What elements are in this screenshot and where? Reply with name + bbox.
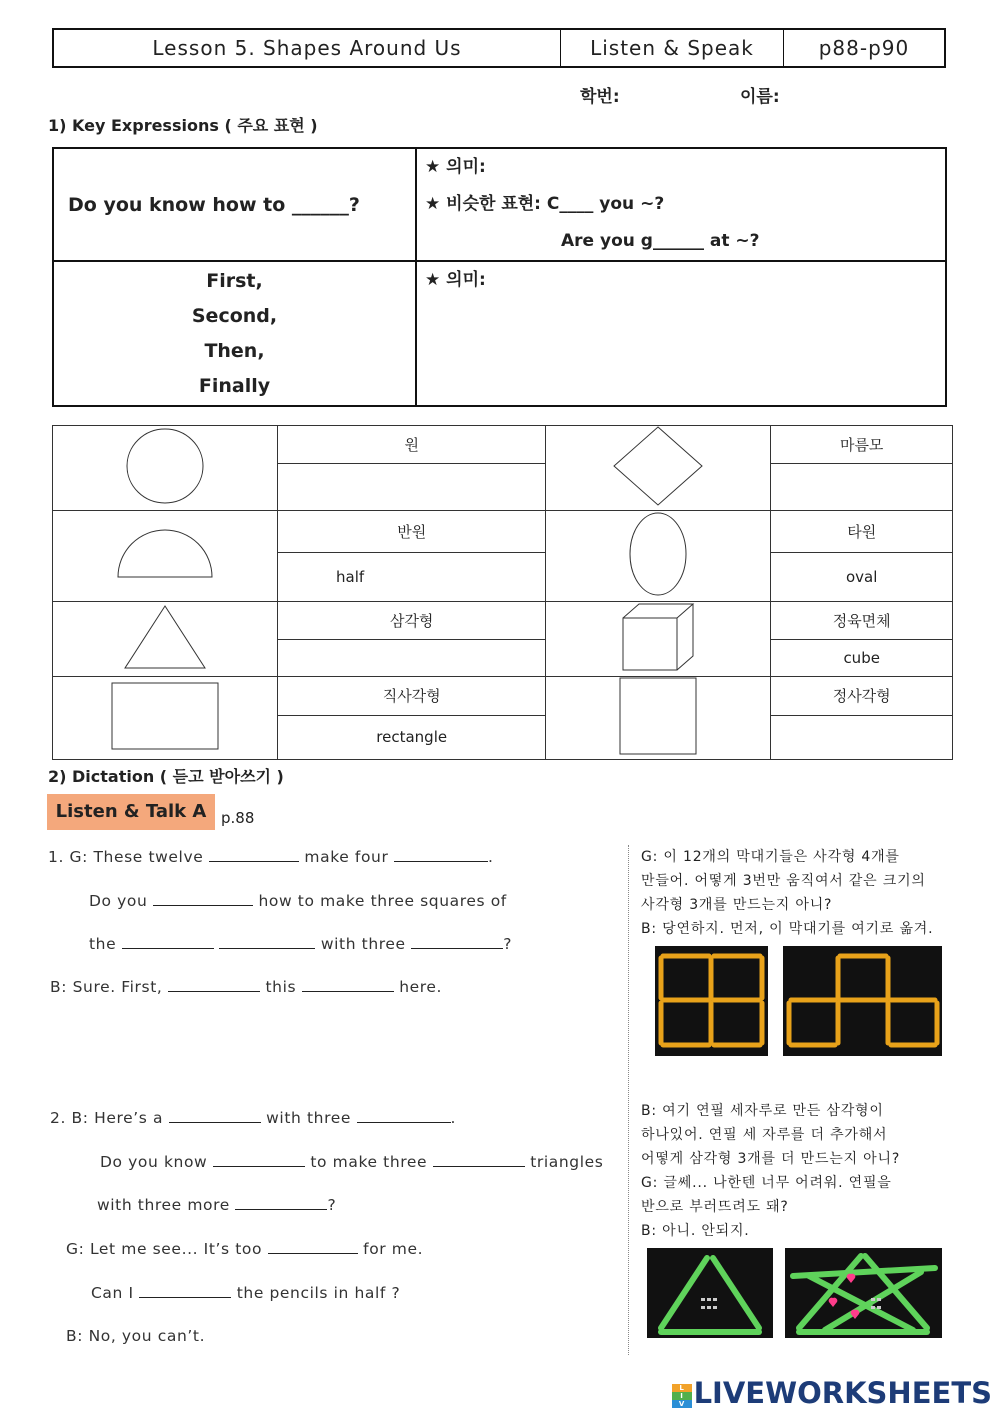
blank-1-4[interactable] — [122, 948, 214, 949]
answer-circle[interactable] — [278, 463, 546, 510]
shape-ko-square: 정사각형 — [771, 677, 953, 716]
lesson-title: Lesson 5. Shapes Around Us — [152, 36, 462, 60]
answer-triangle[interactable] — [278, 639, 546, 677]
sequence-second: Second, — [191, 305, 278, 327]
listen-talk-badge: Listen & Talk A — [47, 794, 215, 830]
blank-2-6[interactable] — [268, 1253, 358, 1254]
student-name-label: 이름: — [740, 87, 780, 107]
heart-icon — [851, 1310, 860, 1319]
dictation-1-line-4: B: Sure. First, this here. — [50, 978, 443, 996]
sequence-first: First, — [206, 270, 263, 292]
answer-square[interactable] — [771, 715, 953, 759]
pencil-triangle-before — [647, 1248, 773, 1338]
dictation-2-line-2: Do you know to make three triangles — [100, 1153, 604, 1171]
key-expressions-heading: 1) Key Expressions ( 주요 표현 ) — [48, 116, 318, 135]
blank-2-3[interactable] — [213, 1166, 305, 1167]
similar-expression: ★ 비슷한 표현: C____ you ~? — [425, 194, 665, 214]
shape-ko-cube: 정육면체 — [771, 602, 953, 640]
cube-figure — [546, 602, 771, 677]
matchstick-puzzle-after — [783, 946, 942, 1056]
dictation-1-line-2: Do you how to make three squares of — [89, 892, 507, 910]
brand-name: LIVEWORKSHEETS — [693, 1376, 992, 1410]
shape-ko-oval: 타원 — [771, 511, 953, 553]
circle-figure — [53, 426, 278, 511]
matchstick-puzzle-before — [655, 946, 768, 1056]
answer-oval[interactable]: oval — [771, 552, 953, 601]
oval-icon — [628, 511, 688, 597]
semicircle-icon — [115, 529, 215, 579]
blank-1-8[interactable] — [302, 991, 394, 992]
blank-1-2[interactable] — [394, 861, 488, 862]
sequence-then: Then, — [204, 340, 265, 362]
dictation-2-line-3: with three more ? — [97, 1196, 337, 1214]
expression-know-how: Do you know how to ______? — [53, 148, 416, 261]
answer-semicircle[interactable]: half — [278, 552, 546, 601]
shapes-table — [52, 425, 953, 760]
student-id-label: 학번: — [580, 87, 620, 107]
dictation-2-line-4: G: Let me see... It’s too for me. — [66, 1240, 424, 1258]
heart-icon — [847, 1274, 856, 1283]
shape-ko-rectangle: 직사각형 — [278, 677, 546, 716]
dictation-heading: 2) Dictation ( 듣고 받아쓰기 ) — [48, 767, 284, 786]
square-icon — [619, 677, 697, 755]
triangle-icon — [123, 604, 207, 670]
cube-icon — [621, 602, 695, 672]
circle-icon — [125, 427, 205, 505]
header-table — [52, 28, 946, 68]
blank-1-5[interactable] — [219, 948, 315, 949]
blank-1-3[interactable] — [153, 905, 253, 906]
shape-ko-triangle: 삼각형 — [278, 602, 546, 640]
rhombus-icon — [613, 426, 703, 506]
blank-2-7[interactable] — [139, 1297, 231, 1298]
meaning-label: ★ 의미: — [425, 157, 486, 177]
dictation-2-line-6: B: No, you can’t. — [66, 1327, 206, 1345]
oval-figure — [546, 511, 771, 602]
heart-icon — [829, 1298, 838, 1307]
dictation-1-line-1: 1. G: These twelve make four . — [48, 848, 494, 866]
rhombus-figure — [546, 426, 771, 511]
korean-translation-2: B: 여기 연필 세자루로 만든 삼각형이 하나있어. 연필 세 자루를 더 추가해서 어떻게 삼각형 3개를 더 만드는지 아니? G: 글쎄... 나한텐 너무 어려워. 연필을 반으로 부러뜨려도 돼? B: 아니. 안되지. — [641, 1103, 901, 1239]
sequence-words — [53, 261, 416, 406]
blank-2-1[interactable] — [169, 1122, 261, 1123]
shape-ko-circle: 원 — [278, 426, 546, 464]
square-figure — [546, 677, 771, 760]
meaning-label-2: ★ 의미: — [425, 270, 486, 290]
korean-translation-1: G: 이 12개의 막대기들은 사각형 4개를 만들어. 어떻게 3번만 움직여서 같은 크기의 사각형 3개를 만드는지 아니? B: 당연하지. 먼저, 이 막대기를 여기로 옮겨. — [641, 849, 934, 937]
shape-ko-rhombus: 마름모 — [771, 426, 953, 464]
blank-1-6[interactable] — [411, 948, 503, 949]
blank-1-7[interactable] — [168, 991, 260, 992]
pencil-triangle-after — [785, 1248, 942, 1338]
rectangle-figure — [53, 677, 278, 760]
key-expressions-table — [52, 147, 947, 407]
dictation-2-line-1: 2. B: Here’s a with three . — [50, 1109, 457, 1127]
liveworksheets-logo — [672, 1376, 992, 1410]
section-name: Listen & Speak — [561, 29, 784, 67]
column-divider — [628, 845, 629, 1355]
answer-rhombus[interactable] — [771, 463, 953, 510]
blank-1-1[interactable] — [209, 861, 299, 862]
sequence-finally: Finally — [198, 375, 271, 397]
rectangle-icon — [111, 682, 219, 750]
blank-2-4[interactable] — [433, 1166, 525, 1167]
dictation-2-line-5: Can I the pencils in half ? — [91, 1284, 401, 1302]
page-range: p88-p90 — [784, 29, 946, 67]
answer-rectangle[interactable]: rectangle — [278, 715, 546, 759]
blank-2-5[interactable] — [235, 1209, 327, 1210]
answer-cube[interactable]: cube — [771, 639, 953, 677]
logo-badge: L I V — [672, 1384, 692, 1410]
dictation-1-line-3: the with three ? — [89, 935, 513, 953]
triangle-figure — [53, 602, 278, 677]
blank-2-2[interactable] — [357, 1122, 451, 1123]
shape-ko-semicircle: 반원 — [278, 511, 546, 553]
page-ref: p.88 — [221, 809, 255, 827]
semicircle-figure — [53, 511, 278, 602]
similar-expression-2: Are you g______ at ~? — [561, 231, 760, 251]
